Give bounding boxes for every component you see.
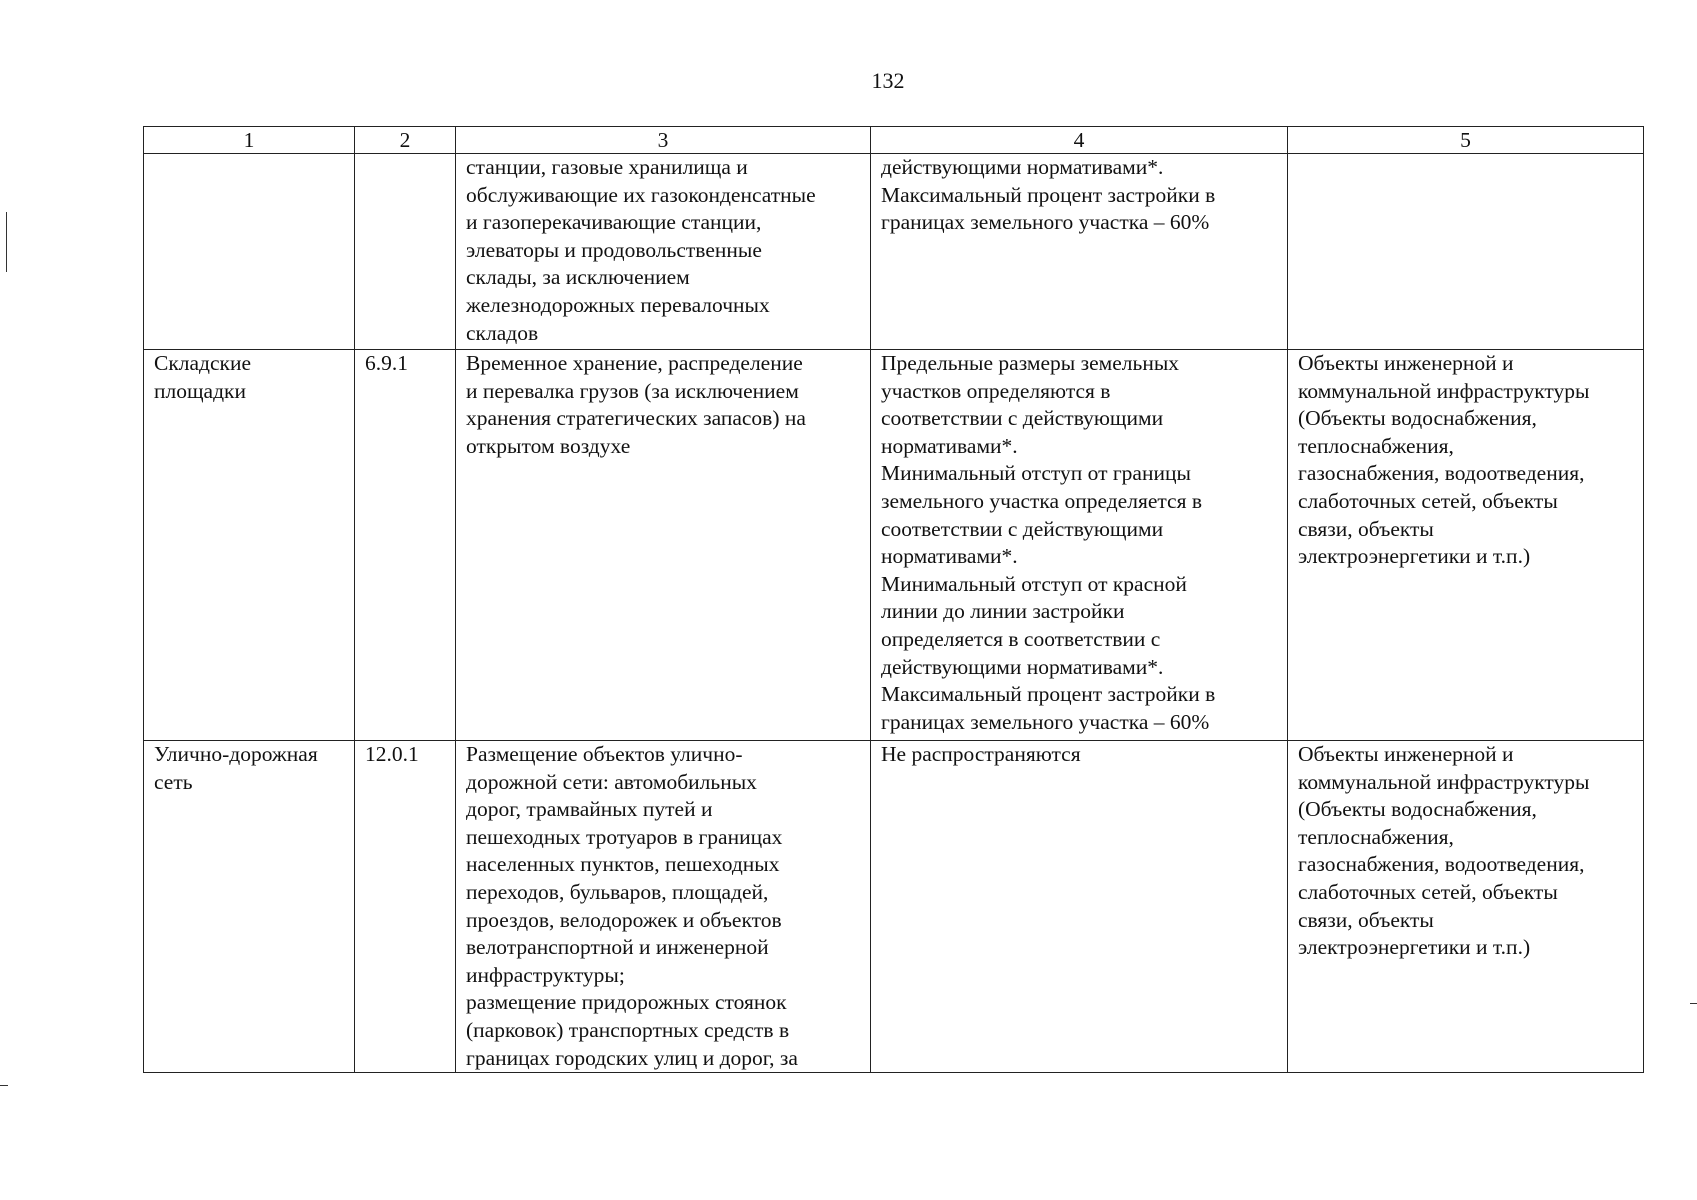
- use-code-cell: 6.9.1: [355, 350, 456, 741]
- table-row: [144, 741, 1644, 1073]
- auxiliary-use-cell: Объекты инженерной и коммунальной инфраструктуры (Объекты водоснабжения, теплоснабжения, газоснабжения, водоотведения, слаботочных сетей, объекты связи, объекты электроэнергетики и т.п.): [1288, 741, 1644, 1073]
- auxiliary-use-cell: [1288, 154, 1644, 350]
- use-name-cell: Складские площадки: [144, 350, 355, 741]
- parameters-cell: Предельные размеры земельных участков определяются в соответствии с действующими нормативами*. Минимальный отступ от границы земельного участка определяется в соответствии с действующими нормативами*. Минимальный отступ от красной линии до линии застройки определяется в соответствии с действующими нормативами*. Максимальный процент застройки в границах земельного участка – 60%: [871, 350, 1288, 741]
- table-row: [144, 154, 1644, 350]
- use-code-cell: 12.0.1: [355, 741, 456, 1073]
- auxiliary-use-cell: Объекты инженерной и коммунальной инфраструктуры (Объекты водоснабжения, теплоснабжения, газоснабжения, водоотведения, слаботочных сетей, объекты связи, объекты электроэнергетики и т.п.): [1288, 350, 1644, 741]
- table-header-row: [144, 127, 1644, 154]
- left-margin-mark: [6, 212, 7, 272]
- use-name-cell: [144, 154, 355, 350]
- table-row: [144, 350, 1644, 741]
- page-number: 132: [871, 68, 905, 93]
- column-header: 4: [871, 127, 1288, 154]
- use-description-cell: Размещение объектов улично- дорожной сети: автомобильных дорог, трамвайных путей и пешеходных тротуаров в границах населенных пунктов, пешеходных переходов, бульваров, площадей, проездов, велодорожек и объектов велотранспортной и инженерной инфраструктуры; размещение придорожных стоянок (парковок) транспортных средств в границах городских улиц и дорог, за: [456, 741, 871, 1073]
- use-description-cell: Временное хранение, распределение и перевалка грузов (за исключением хранения стратегических запасов) на открытом воздухе: [456, 350, 871, 741]
- column-header: 3: [456, 127, 871, 154]
- right-margin-mark: [1690, 1003, 1697, 1004]
- use-description-cell: станции, газовые хранилища и обслуживающие их газоконденсатные и газоперекачивающие станции, элеваторы и продовольственные склады, за исключением железнодорожных перевалочных складов: [456, 154, 871, 350]
- use-name-cell: Улично-дорожная сеть: [144, 741, 355, 1073]
- use-code-cell: [355, 154, 456, 350]
- column-header: 2: [355, 127, 456, 154]
- parameters-cell: действующими нормативами*. Максимальный процент застройки в границах земельного участка – 60%: [871, 154, 1288, 350]
- bottom-left-margin-mark: [0, 1085, 8, 1086]
- zoning-table: [143, 126, 1644, 1073]
- parameters-cell: Не распространяются: [871, 741, 1288, 1073]
- column-header: 5: [1288, 127, 1644, 154]
- column-header: 1: [144, 127, 355, 154]
